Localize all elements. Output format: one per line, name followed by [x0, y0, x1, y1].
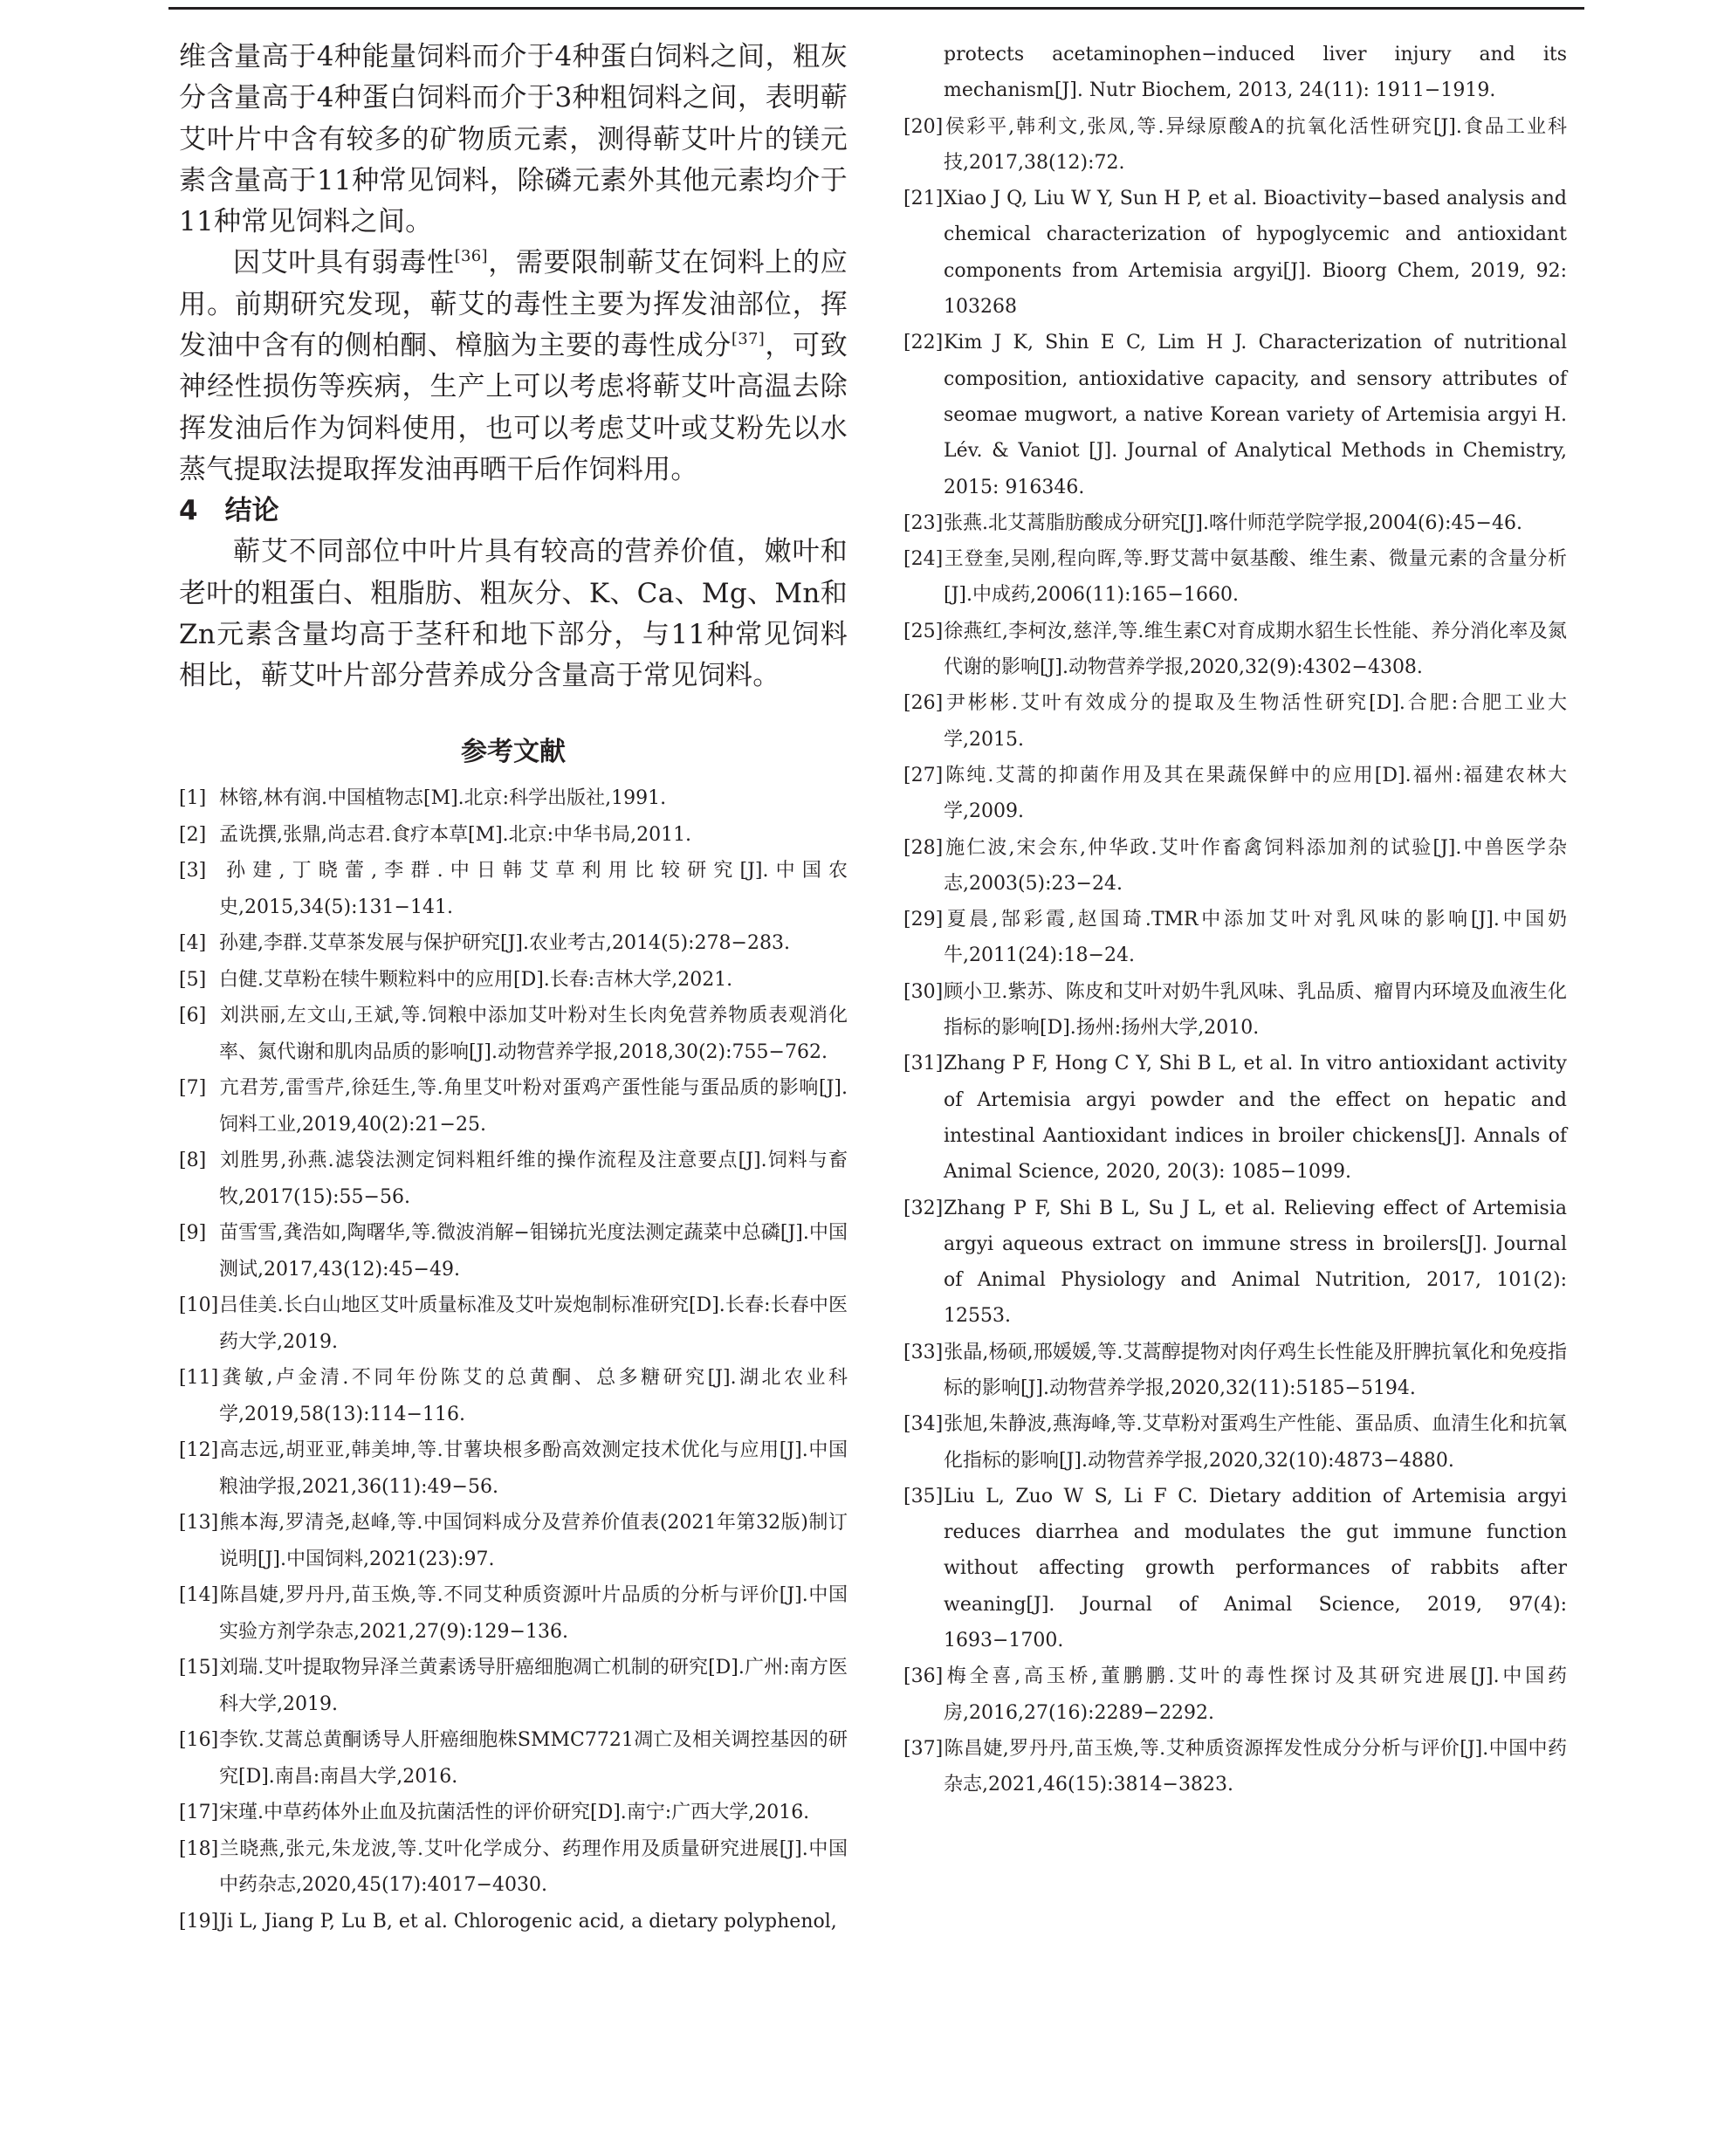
reference-item — [179, 1577, 848, 1650]
reference-number: [36] — [903, 1665, 944, 1688]
reference-text: 高志远,胡亚亚,韩美坤,等.甘薯块根多酚高效测定技术优化与应用[J].中国粮油学报,2021,36(11):49−56. — [219, 1439, 848, 1498]
reference-text: 孟诜撰,张鼎,尚志君.食疗本草[M].北京:中华书局,2011. — [219, 823, 692, 846]
reference-text: 亢君芳,雷雪芹,徐廷生,等.角里艾叶粉对蛋鸡产蛋性能与蛋品质的影响[J].饲料工业,2019,40(2):21−25. — [219, 1077, 848, 1136]
reference-number: [28] — [903, 836, 944, 859]
reference-number: [18] — [179, 1837, 219, 1860]
reference-item — [179, 817, 848, 854]
reference-item — [903, 325, 1567, 505]
reference-item — [179, 1143, 848, 1215]
reference-text: Zhang P F, Shi B L, Su J L, et al. Relieving effect of Artemisia argyi aqueous extract on immune stress in broilers[J]. Journal of Animal Physiology and Animal Nutrition, 2017, 101(2): 12553. — [944, 1197, 1567, 1328]
reference-number: [37] — [903, 1737, 944, 1760]
reference-item — [179, 1650, 848, 1722]
reference-text: 林镕,林有润.中国植物志[M].北京:科学出版社,1991. — [219, 787, 667, 810]
reference-text: 张燕.北艾蒿脂肪酸成分研究[J].喀什师范学院学报,2004(6):45−46. — [944, 512, 1522, 534]
reference-number: [11] — [179, 1367, 219, 1390]
reference-text: Ji L, Jiang P, Lu B, et al. Chlorogenic acid, a dietary polyphenol, — [219, 1910, 837, 1933]
para2-text-b: ，需要限制蕲艾在饲料上的应用。前期研究发现，蕲艾的毒性主要为挥发油部位，挥发油中含有的侧柏酮、樟脑为主要的毒性成分 — [179, 247, 848, 362]
reference-item — [903, 685, 1567, 758]
reference-item — [903, 541, 1567, 614]
body-paragraph-2 — [179, 243, 848, 491]
reference-number: [13] — [179, 1512, 219, 1535]
reference-number: [19] — [179, 1910, 219, 1933]
reference-text: 陈昌婕,罗丹丹,苗玉焕,等.艾种质资源挥发性成分分析与评价[J].中国中药杂志,2021,46(15):3814−3823. — [944, 1737, 1567, 1796]
header-rule — [168, 7, 1584, 10]
reference-number: [8] — [179, 1150, 207, 1172]
reference-number: [32] — [903, 1197, 944, 1219]
reference-item — [179, 1795, 848, 1831]
reference-text: 施仁波,宋会东,仲华政.艾叶作畜禽饲料添加剂的试验[J].中兽医学杂志,2003(5):23−24. — [944, 836, 1567, 895]
reference-number: [6] — [179, 1005, 207, 1027]
reference-item — [179, 1722, 848, 1795]
reference-text: Liu L, Zuo W S, Li F C. Dietary addition of Artemisia argyi reduces diarrhea and modulates the gut immune function without affecting growth performances of rabbits after weaning[J]. Journal of Animal Science, 2019, 97(4): 1693−1700. — [944, 1485, 1567, 1652]
left-column — [179, 37, 848, 1940]
reference-text: Xiao J Q, Liu W Y, Sun H P, et al. Bioactivity−based analysis and chemical characterization of hypoglycemic and antioxidant components from Artemisia argyi[J]. Bioorg Chem, 2019, 92: 103268 — [944, 188, 1567, 319]
reference-text: 吕佳美.长白山地区艾叶质量标准及艾叶炭炮制标准研究[D].长春:长春中医药大学,2019. — [219, 1294, 848, 1353]
reference-number: [23] — [903, 512, 944, 534]
reference-number: [26] — [903, 692, 944, 715]
reference-item — [903, 505, 1567, 541]
reference-number: [27] — [903, 764, 944, 786]
reference-text: 夏晨,郜彩霞,赵国琦.TMR中添加艾叶对乳风味的影响[J].中国奶牛,2011(24):18−24. — [944, 909, 1567, 967]
reference-item — [179, 1904, 848, 1940]
reference-text: 王登奎,吴刚,程向晖,等.野艾蒿中氨基酸、维生素、微量元素的含量分析[J].中成药,2006(11):165−1660. — [944, 548, 1567, 607]
reference-number: [22] — [903, 332, 944, 354]
reference-item — [179, 998, 848, 1070]
para2-text-a: 因艾叶具有弱毒性 — [233, 247, 455, 279]
reference-text: 兰晓燕,张元,朱龙波,等.艾叶化学成分、药理作用及质量研究进展[J].中国中药杂志,2020,45(17):4017−4030. — [219, 1837, 848, 1897]
references-list-right — [903, 109, 1567, 1803]
references-list-left — [179, 780, 848, 1940]
reference-item — [903, 902, 1567, 974]
references-title: 参考文献 — [461, 737, 566, 768]
reference-number: [21] — [903, 188, 944, 210]
reference-text: 白健.艾草粉在犊牛颗粒料中的应用[D].长春:吉林大学,2021. — [219, 968, 733, 991]
reference-text: 徐燕红,李柯汝,慈洋,等.维生素C对育成期水貂生长性能、养分消化率及氮代谢的影响[J].动物营养学报,2020,32(9):4302−4308. — [944, 620, 1567, 679]
reference-item — [903, 1406, 1567, 1479]
reference-text: 苗雪雪,龚浩如,陶曙华,等.微波消解−钼锑抗光度法测定蔬菜中总磷[J].中国测试,2017,43(12):45−49. — [219, 1222, 848, 1281]
reference-text: 宋瑾.中草药体外止血及抗菌活性的评价研究[D].南宁:广西大学,2016. — [219, 1802, 810, 1824]
reference-number: [7] — [179, 1077, 207, 1100]
reference-19-continuation: protects acetaminophen−induced liver injury and its mechanism[J]. Nutr Biochem, 2013, 24(11): 1911−1919. — [944, 44, 1567, 102]
reference-text: 刘瑞.艾叶提取物异泽兰黄素诱导肝癌细胞凋亡机制的研究[D].广州:南方医科大学,2019. — [219, 1657, 848, 1715]
reference-item — [179, 780, 848, 817]
reference-number: [5] — [179, 968, 207, 991]
reference-number: [1] — [179, 787, 207, 810]
reference-item — [179, 853, 848, 925]
reference-text: 陈昌婕,罗丹丹,苗玉焕,等.不同艾种质资源叶片品质的分析与评价[J].中国实验方剂学杂志,2021,27(9):129−136. — [219, 1584, 848, 1643]
reference-text: 尹彬彬.艾叶有效成分的提取及生物活性研究[D].合肥:合肥工业大学,2015. — [944, 692, 1567, 751]
reference-number: [35] — [903, 1485, 944, 1507]
reference-number: [31] — [903, 1053, 944, 1075]
reference-number: [4] — [179, 932, 207, 955]
reference-number: [2] — [179, 823, 207, 846]
reference-item — [903, 1191, 1567, 1335]
reference-text: 李钦.艾蒿总黄酮诱导人肝癌细胞株SMMC7721凋亡及相关调控基因的研究[D].南昌:南昌大学,2016. — [219, 1729, 848, 1788]
citation-36: [36] — [454, 247, 488, 266]
reference-number: [17] — [179, 1802, 219, 1824]
reference-number: [25] — [903, 620, 944, 642]
reference-text: 张旭,朱静波,燕海峰,等.艾草粉对蛋鸡生产性能、蛋品质、血清生化和抗氧化指标的影响[J].动物营养学报,2020,32(10):4873−4880. — [944, 1413, 1567, 1472]
reference-item — [179, 1831, 848, 1904]
reference-item — [179, 925, 848, 962]
reference-number: [24] — [903, 548, 944, 571]
para2-text-c: ，可致神经性损伤等疾病，生产上可以考虑将蕲艾叶高温去除挥发油后作为饲料使用，也可以考虑艾叶或艾粉先以水蒸气提取法提取挥发油再晒干后作饲料用。 — [179, 330, 848, 485]
reference-item — [903, 109, 1567, 182]
reference-item — [179, 1432, 848, 1505]
reference-number: [10] — [179, 1294, 219, 1317]
section-heading-conclusion: 4 结论 — [179, 495, 279, 527]
reference-text: 侯彩平,韩利文,张凤,等.异绿原酸A的抗氧化活性研究[J].食品工业科技,2017,38(12):72. — [944, 115, 1567, 174]
reference-item — [179, 1287, 848, 1360]
reference-text: 顾小卫.紫苏、陈皮和艾叶对奶牛乳风味、乳品质、瘤胃内环境及血液生化指标的影响[D].扬州:扬州大学,2010. — [944, 980, 1567, 1040]
reference-number: [14] — [179, 1584, 219, 1607]
reference-number: [16] — [179, 1729, 219, 1752]
reference-text: 张晶,杨硕,邢媛媛,等.艾蒿醇提物对肉仔鸡生长性能及肝脾抗氧化和免疫指标的影响[J].动物营养学报,2020,32(11):5185−5194. — [944, 1341, 1567, 1399]
reference-number: [12] — [179, 1439, 219, 1462]
reference-number: [3] — [179, 860, 207, 882]
reference-text: Zhang P F, Hong C Y, Shi B L, et al. In vitro antioxidant activity of Artemisia argyi powder and the effect on hepatic and intestinal Aantioxidant indices in broiler chickens[J]. Annals of Animal Science, 2020, 20(3): 1085−1099. — [944, 1053, 1567, 1184]
reference-item — [903, 758, 1567, 830]
body-paragraph-1: 维含量高于4种能量饲料而介于4种蛋白饲料之间，粗灰分含量高于4种蛋白饲料而介于3种粗饲料之间，表明蕲艾叶片中含有较多的矿物质元素，测得蕲艾叶片的镁元素含量高于11种常见饲料，除磷元素外其他元素均介于11种常见饲料之间。 — [179, 41, 848, 238]
reference-number: [30] — [903, 980, 944, 1003]
reference-item — [179, 962, 848, 999]
reference-text: 熊本海,罗清尧,赵峰,等.中国饲料成分及营养价值表(2021年第32版)制订说明[J].中国饲料,2021(23):97. — [219, 1512, 848, 1570]
reference-text: 梅全喜,高玉桥,董鹏鹏.艾叶的毒性探讨及其研究进展[J].中国药房,2016,27(16):2289−2292. — [944, 1665, 1567, 1724]
citation-37: [37] — [731, 330, 766, 349]
reference-item — [903, 1335, 1567, 1407]
reference-item — [903, 1658, 1567, 1731]
reference-number: [15] — [179, 1657, 219, 1679]
right-column — [903, 37, 1567, 1803]
reference-item — [179, 1070, 848, 1143]
reference-number: [20] — [903, 115, 944, 138]
reference-number: [33] — [903, 1341, 944, 1363]
reference-item — [179, 1360, 848, 1432]
reference-item — [903, 830, 1567, 903]
reference-number: [9] — [179, 1222, 207, 1245]
reference-text: 孙建,李群.艾草茶发展与保护研究[J].农业考古,2014(5):278−283. — [219, 932, 790, 955]
reference-text: 龚敏,卢金清.不同年份陈艾的总黄酮、总多糖研究[J].湖北农业科学,2019,58(13):114−116. — [219, 1367, 848, 1425]
reference-text: 刘胜男,孙燕.滤袋法测定饲料粗纤维的操作流程及注意要点[J].饲料与畜牧,2017(15):55−56. — [219, 1150, 848, 1208]
reference-text: 陈纯.艾蒿的抑菌作用及其在果蔬保鲜中的应用[D].福州:福建农林大学,2009. — [944, 764, 1567, 823]
reference-item — [903, 1046, 1567, 1190]
reference-item — [903, 1479, 1567, 1658]
reference-item — [903, 1731, 1567, 1803]
reference-text: Kim J K, Shin E C, Lim H J. Characterization of nutritional composition, antioxidative capacity, and sensory attributes of seomae mugwort, a native Korean variety of Artemisia argyi H. Lév. & Vaniot [J]. Journal of Analytical Methods in Chemistry, 2015: 916346. — [944, 332, 1567, 498]
reference-number: [29] — [903, 909, 944, 931]
reference-text: 刘洪丽,左文山,王斌,等.饲粮中添加艾叶粉对生长肉免营养物质表观消化率、氮代谢和肌肉品质的影响[J].动物营养学报,2018,30(2):755−762. — [219, 1005, 848, 1063]
body-paragraph-3: 蕲艾不同部位中叶片具有较高的营养价值，嫩叶和老叶的粗蛋白、粗脂肪、粗灰分、K、Ca、Mg、Mn和Zn元素含量均高于茎秆和地下部分，与11种常见饲料相比，蕲艾叶片部分营养成分含量高于常见饲料。 — [179, 536, 848, 692]
reference-item — [903, 614, 1567, 686]
reference-item — [179, 1215, 848, 1287]
reference-item — [903, 181, 1567, 325]
reference-text: 孙建,丁晓蕾,李群.中日韩艾草利用比较研究[J].中国农史,2015,34(5):131−141. — [219, 860, 848, 918]
reference-item — [903, 974, 1567, 1047]
reference-item — [179, 1505, 848, 1577]
reference-number: [34] — [903, 1413, 944, 1436]
